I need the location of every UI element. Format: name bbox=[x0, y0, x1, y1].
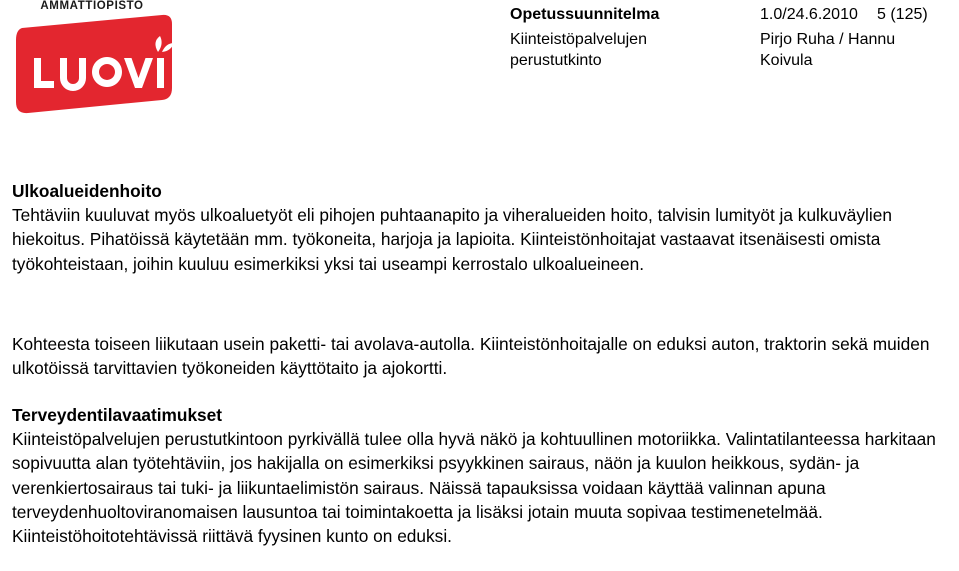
section-heading-health: Terveydentilavaatimukset bbox=[12, 405, 223, 425]
page-number: 5 (125) bbox=[877, 6, 928, 23]
section-health bbox=[12, 403, 956, 548]
section-outdoor bbox=[12, 179, 956, 276]
authors-line-1: Pirjo Ruha / Hannu bbox=[760, 31, 896, 48]
doc-version: 1.0/24.6.2010 bbox=[760, 6, 858, 23]
paragraph-health-1: Kiinteistöpalvelujen perustutkintoon pyrkivällä tulee olla hyvä näkö ja kohtuullinen motoriikka. Valintatilanteessa harkitaan sopivuutta alan työtehtäviin, jos hakijalla on esimerkiksi psyykkinen sairaus, näön ja kuulon heikkous, sydän- ja verenkiertosairaus tai tuki- ja liikuntaelimistön sairaus. Näissä tapauksissa voidaan käyttää valinnan apuna terveydenhuoltoviranomaisen lausuntoa tai toimintakoetta ja lisäksi jotain muuta sopivaa testimenetelmää. Kiinteistöhoitotehtävissä riittävä fyysinen kunto on eduksi. bbox=[12, 429, 936, 547]
authors-line-2: Koivula bbox=[760, 52, 813, 69]
luovi-logo-mark bbox=[12, 14, 177, 126]
doc-type: Opetussuunnitelma bbox=[510, 6, 660, 23]
logo-top-text: AMMATTIOPISTO bbox=[40, 0, 144, 12]
luovi-logo bbox=[12, 0, 177, 125]
subject-line-1: Kiinteistöpalvelujen bbox=[510, 31, 647, 48]
section-heading-outdoor: Ulkoalueidenhoito bbox=[12, 181, 162, 201]
subject-line-2: perustutkinto bbox=[510, 52, 602, 69]
paragraph-outdoor-2: Kohteesta toiseen liikutaan usein paketti- tai avolava-autolla. Kiinteistönhoitajalle on eduksi auton, traktorin sekä muiden ulkotöissä tarvittavien työkoneiden käyttötaito ja ajokortti. bbox=[12, 334, 930, 379]
section-outdoor-2 bbox=[12, 332, 956, 380]
paragraph-outdoor-1: Tehtäviin kuuluvat myös ulkoaluetyöt eli pihojen puhtaanapito ja viheralueiden hoito, talvisin lumityöt ja kulkuväylien hiekoitus. Pihatöissä käytetään mm. työkoneita, harjoja ja lapioita. Kiinteistönhoitajat vastaavat itsenäisesti omista työkohteistaan, joihin kuuluu esimerkiksi yksi tai useampi kerrostalo ulkoalueineen. bbox=[12, 205, 892, 274]
